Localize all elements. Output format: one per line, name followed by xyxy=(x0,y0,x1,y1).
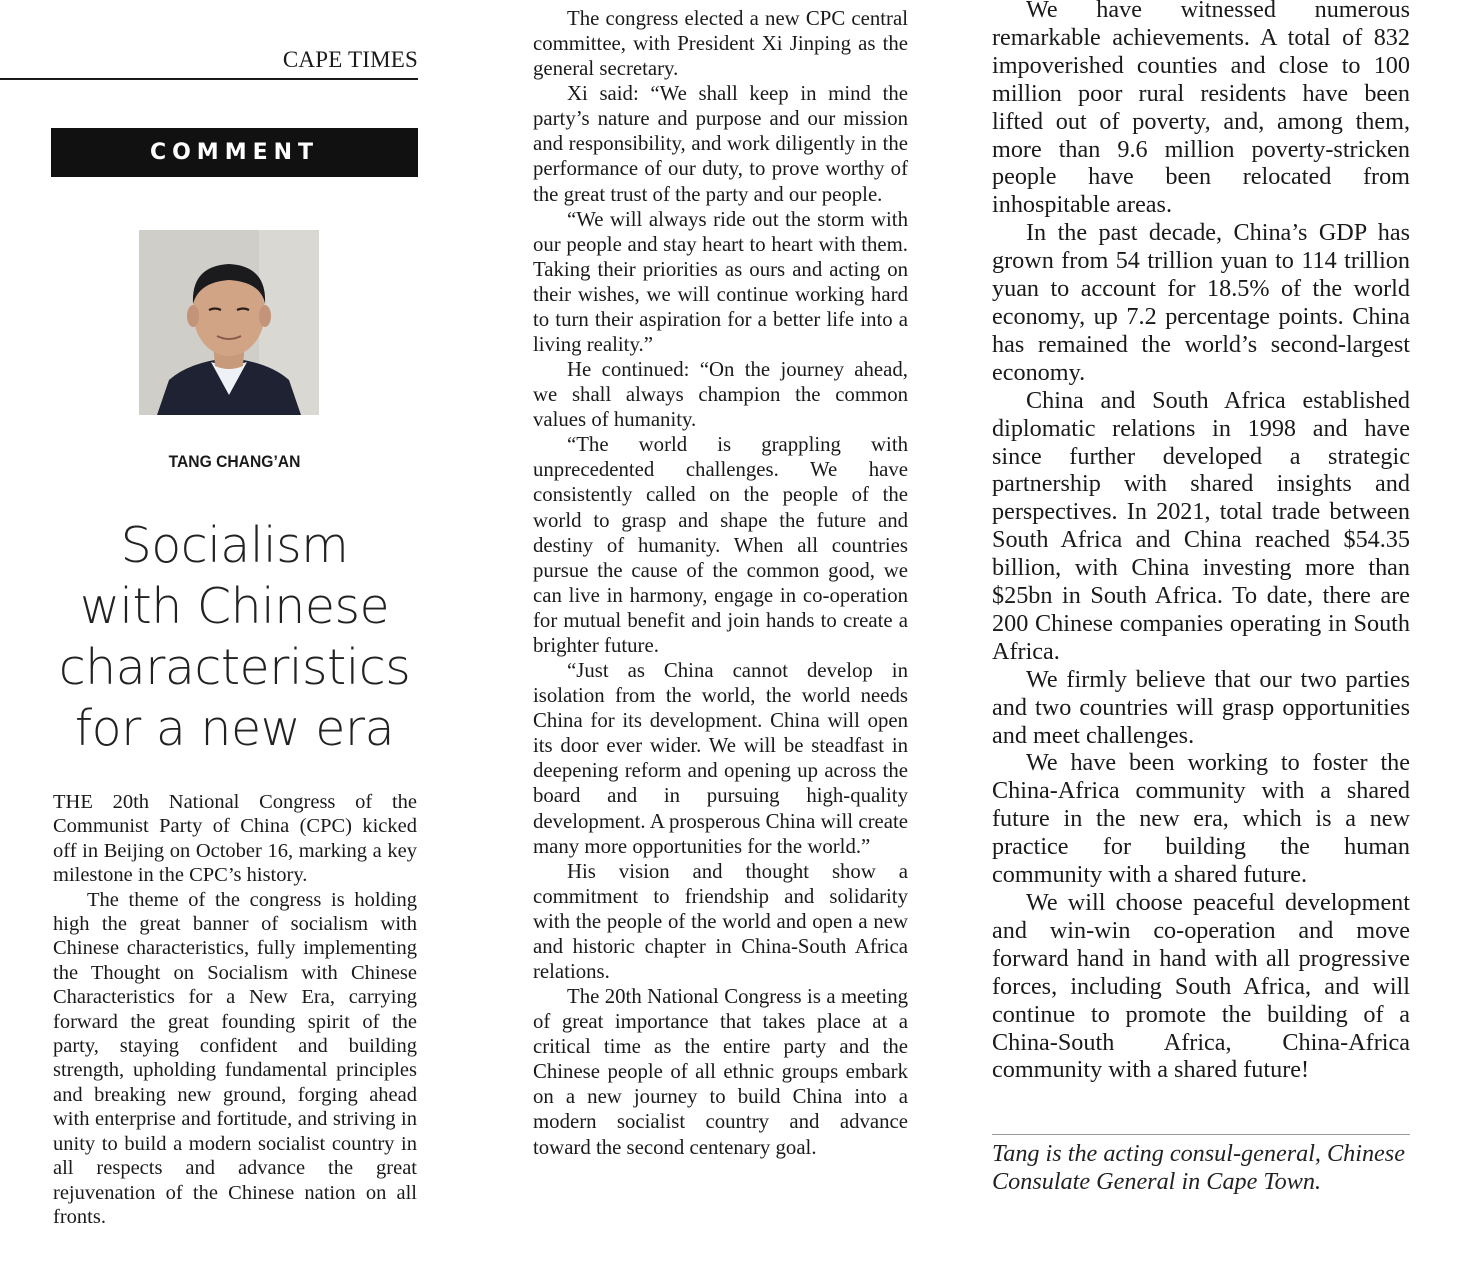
author-byline: TANG CHANG’AN xyxy=(168,452,301,471)
headline-line: for a new era xyxy=(74,700,395,757)
paragraph: We firmly believe that our two parties and two countries will grasp opportunities and meet challenges. xyxy=(992,665,1410,749)
headline-line: Socialism xyxy=(120,517,349,574)
article-column-1 xyxy=(53,790,417,1229)
paragraph: His vision and thought show a commitment to friendship and solidarity with the people of the world and open a new and historic chapter in China-South Africa relations. xyxy=(533,859,908,983)
paragraph: The congress elected a new CPC central committee, with President Xi Jinping as the general secretary. xyxy=(533,7,908,81)
paragraph: “The world is grappling with unprecedented challenges. We have consistently called on the people of the world to grasp and shape the future and destiny of humanity. When all countries pursue the cause of the common good, we can live in harmony, engage in co-operation for mutual benefit and join hands to create a brighter future. xyxy=(533,433,908,657)
headline-line: with Chinese xyxy=(79,578,390,635)
paragraph: The theme of the congress is holding high the great banner of socialism with Chinese characteristics, fully implementing the Thought on Socialism with Chinese Characteristics for a New Era, carrying forward the great founding spirit of the party, staying confident and building strength, upholding fundamental principles and breaking new ground, forging ahead with enterprise and fortitude, and striving in unity to build a modern socialist country in all respects and advance the great rejuvenation of the Chinese nation on all fronts. xyxy=(53,888,417,1228)
article-column-3 xyxy=(992,0,1410,1084)
author-portrait-icon xyxy=(139,230,319,415)
paragraph: The 20th National Congress is a meeting of great importance that takes place at a critical time as the entire party and the Chinese people of all ethnic groups embark on a new journey to build China into a modern socialist country and advance toward the second centenary goal. xyxy=(533,985,908,1159)
paragraph: He continued: “On the journey ahead, we shall always champion the common values of humanity. xyxy=(533,358,908,432)
paragraph: “Just as China cannot develop in isolation from the world, the world needs China for its development. China will open its door ever wider. We will be steadfast in deepening reform and opening up across the board and in pursuing high-quality development. A prosperous China will create many more opportunities for the world.” xyxy=(533,659,908,858)
paragraph: We have been working to foster the China-Africa community with a shared future in the new era, which is a new practice for building the human community with a shared future. xyxy=(992,749,1410,889)
headline xyxy=(51,515,418,759)
article-column-2 xyxy=(533,6,908,1160)
author-photo xyxy=(139,230,319,415)
paragraph: THE 20th National Congress of the Communist Party of China (CPC) kicked off in Beijing on October 16, marking a key milestone in the CPC’s history. xyxy=(53,791,417,887)
paragraph: “We will always ride out the storm with our people and stay heart to heart with them. Taking their priorities as ours and acting on their wishes, we will continue working hard to turn their aspiration for a better life into a living reality.” xyxy=(533,207,908,357)
headline-line: characteristics xyxy=(58,639,411,696)
paragraph: We have witnessed numerous remarkable achievements. A total of 832 impoverished counties and close to 100 million poor rural residents have been lifted out of poverty, and, among them, more than 9.6 million poverty-stricken people have been relocated from inhospitable areas. xyxy=(992,0,1410,219)
tagline-rule xyxy=(992,1134,1410,1135)
paragraph: China and South Africa established diplomatic relations in 1998 and have since further developed a strategic partnership with shared insights and perspectives. In 2021, total trade between South Africa and China reached $54.35 billion, with China investing more than $25bn in South Africa. To date, there are 200 Chinese companies operating in South Africa. xyxy=(992,386,1410,665)
section-label: COMMENT xyxy=(51,128,418,177)
paragraph: In the past decade, China’s GDP has grown from 54 trillion yuan to 114 trillion yuan to account for 18.5% of the world economy, up 7.2 percentage points. China has remained the world’s second-largest economy. xyxy=(992,219,1410,386)
paragraph: We will choose peaceful development and win-win co-operation and move forward hand in hand with all progressive forces, including South Africa, and will continue to promote the building of a China-South Africa, China-Africa community with a shared future! xyxy=(992,889,1410,1084)
masthead: CAPE TIMES xyxy=(282,47,418,72)
author-tagline: Tang is the acting consul-general, Chinese Consulate General in Cape Town. xyxy=(992,1140,1405,1195)
paragraph: Xi said: “We shall keep in mind the party’s nature and purpose and our mission and responsibility, and work diligently in the performance of our duty, to prove worthy of the great trust of the party and our people. xyxy=(533,82,908,206)
masthead-rule xyxy=(0,78,418,80)
